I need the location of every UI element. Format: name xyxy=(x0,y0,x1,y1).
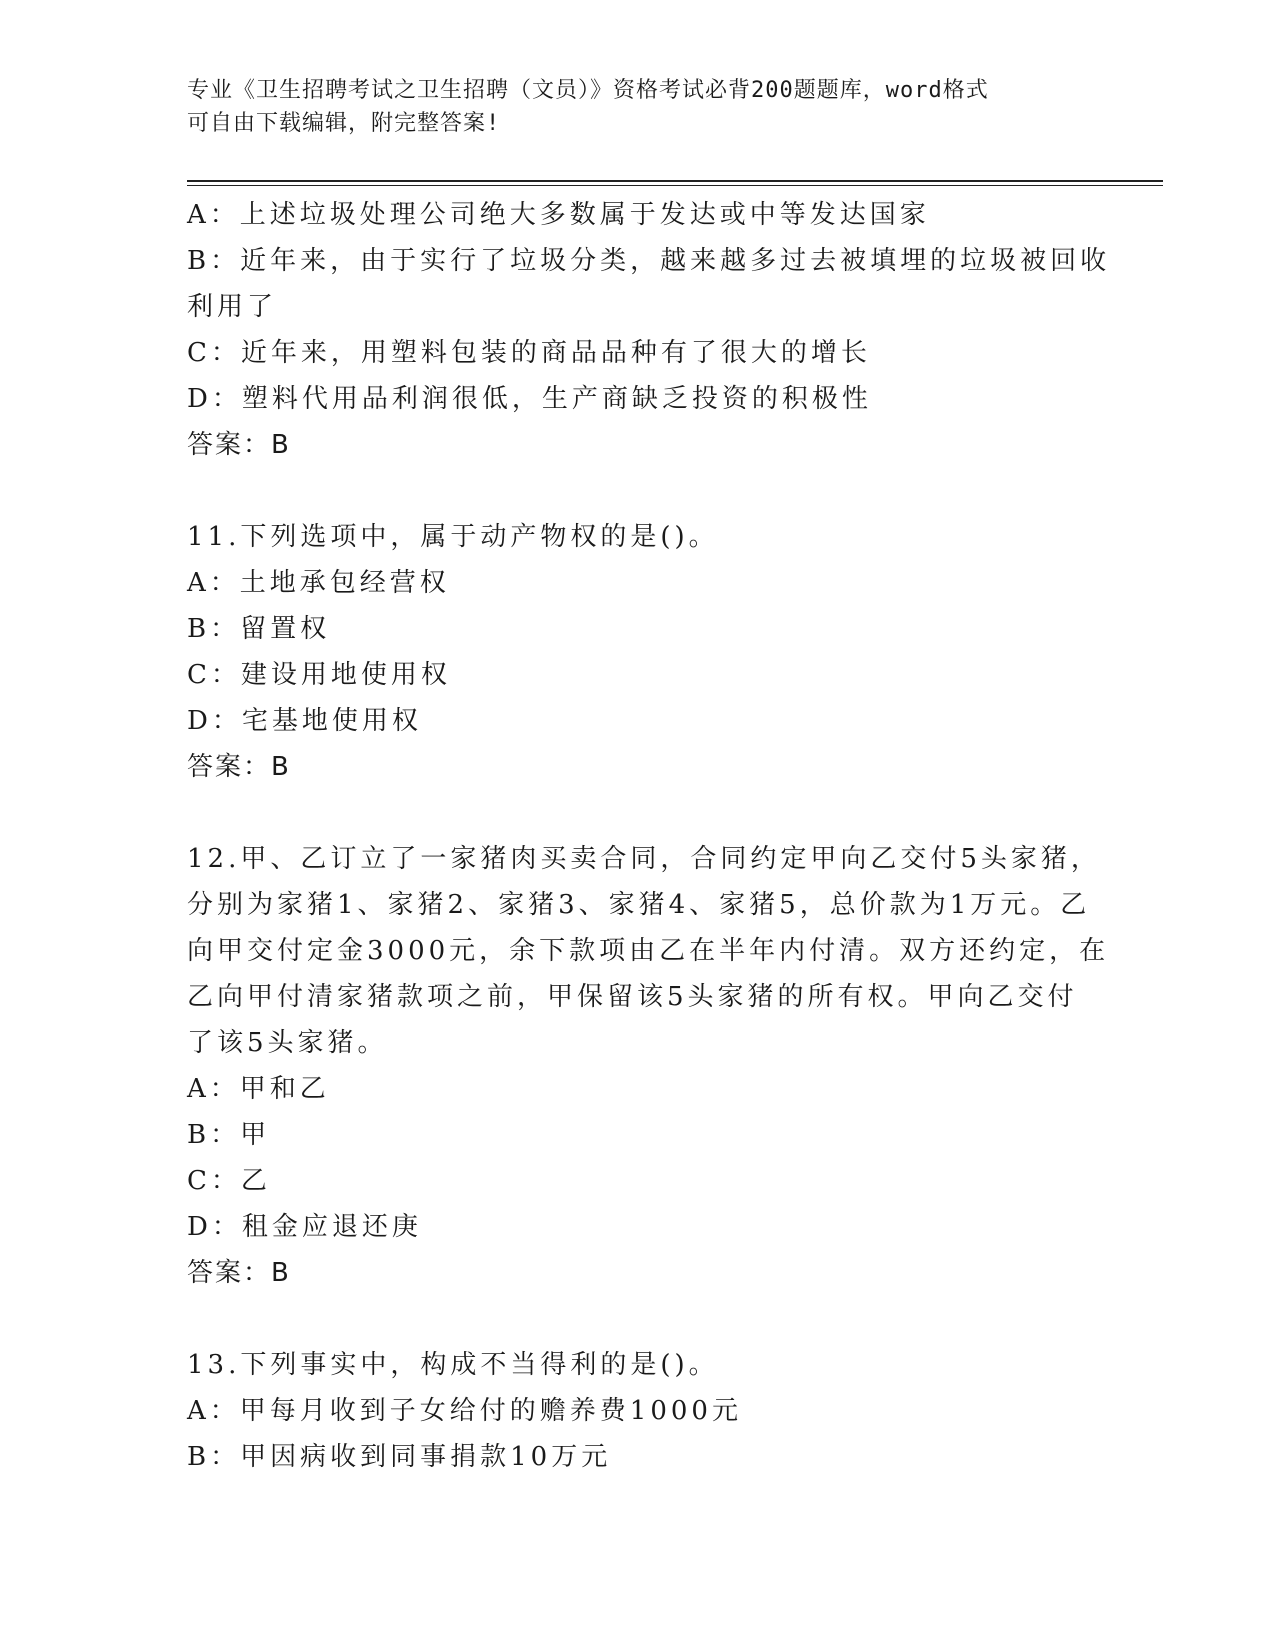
option-b: B：近年来，由于实行了垃圾分类，越来越多过去被填埋的垃圾被回收 xyxy=(187,246,1111,276)
question-block-12 xyxy=(187,836,1110,1296)
option-c: C：乙 xyxy=(187,1166,271,1196)
option-c: C：建设用地使用权 xyxy=(187,660,451,690)
header-rule-thin xyxy=(187,185,1163,186)
option-d: D：租金应退还庚 xyxy=(187,1212,422,1242)
option-c: C：近年来，用塑料包装的商品品种有了很大的增长 xyxy=(187,338,871,368)
answer: 答案：B xyxy=(187,430,291,460)
question-stem: 11.下列选项中，属于动产物权的是()。 xyxy=(187,522,719,552)
question-stem-line-3: 向甲交付定金3000元，余下款项由乙在半年内付清。双方还约定，在 xyxy=(187,936,1110,966)
answer: 答案：B xyxy=(187,1258,291,1288)
option-b: B：留置权 xyxy=(187,614,331,644)
spacer xyxy=(187,468,1087,514)
option-a: A：土地承包经营权 xyxy=(187,568,450,598)
option-b-continued: 利用了 xyxy=(187,292,278,322)
header-line-1: 专业《卫生招聘考试之卫生招聘（文员）》资格考试必背200题题库，word格式 xyxy=(187,78,989,103)
option-a: A：甲每月收到子女给付的赡养费1000元 xyxy=(187,1396,742,1426)
question-stem-line-2: 分别为家猪1、家猪2、家猪3、家猪4、家猪5，总价款为1万元。乙 xyxy=(187,890,1091,920)
question-block-11 xyxy=(187,514,1087,790)
option-b: B：甲因病收到同事捐款10万元 xyxy=(187,1442,612,1472)
header-rule-thick xyxy=(187,180,1163,182)
question-stem-line-4: 乙向甲付清家猪款项之前，甲保留该5头家猪的所有权。甲向乙交付 xyxy=(187,982,1078,1012)
option-b: B：甲 xyxy=(187,1120,271,1150)
header-line-2: 可自由下载编辑，附完整答案! xyxy=(187,111,501,136)
question-stem-line-1: 12.甲、乙订立了一家猪肉买卖合同，合同约定甲向乙交付5头家猪， xyxy=(187,844,1101,874)
question-stem-line-5: 了该5头家猪。 xyxy=(187,1028,388,1058)
option-d: D：宅基地使用权 xyxy=(187,706,422,736)
question-block-13 xyxy=(187,1342,1087,1480)
answer: 答案：B xyxy=(187,752,291,782)
document-header xyxy=(187,74,1087,140)
question-content xyxy=(187,192,1111,1480)
option-a: A：甲和乙 xyxy=(187,1074,330,1104)
spacer xyxy=(187,1296,1087,1342)
spacer xyxy=(187,790,1087,836)
question-block-10 xyxy=(187,192,1111,468)
option-a: A：上述垃圾处理公司绝大多数属于发达或中等发达国家 xyxy=(187,200,930,230)
question-stem: 13.下列事实中，构成不当得利的是()。 xyxy=(187,1350,719,1380)
option-d: D：塑料代用品利润很低，生产商缺乏投资的积极性 xyxy=(187,384,872,414)
